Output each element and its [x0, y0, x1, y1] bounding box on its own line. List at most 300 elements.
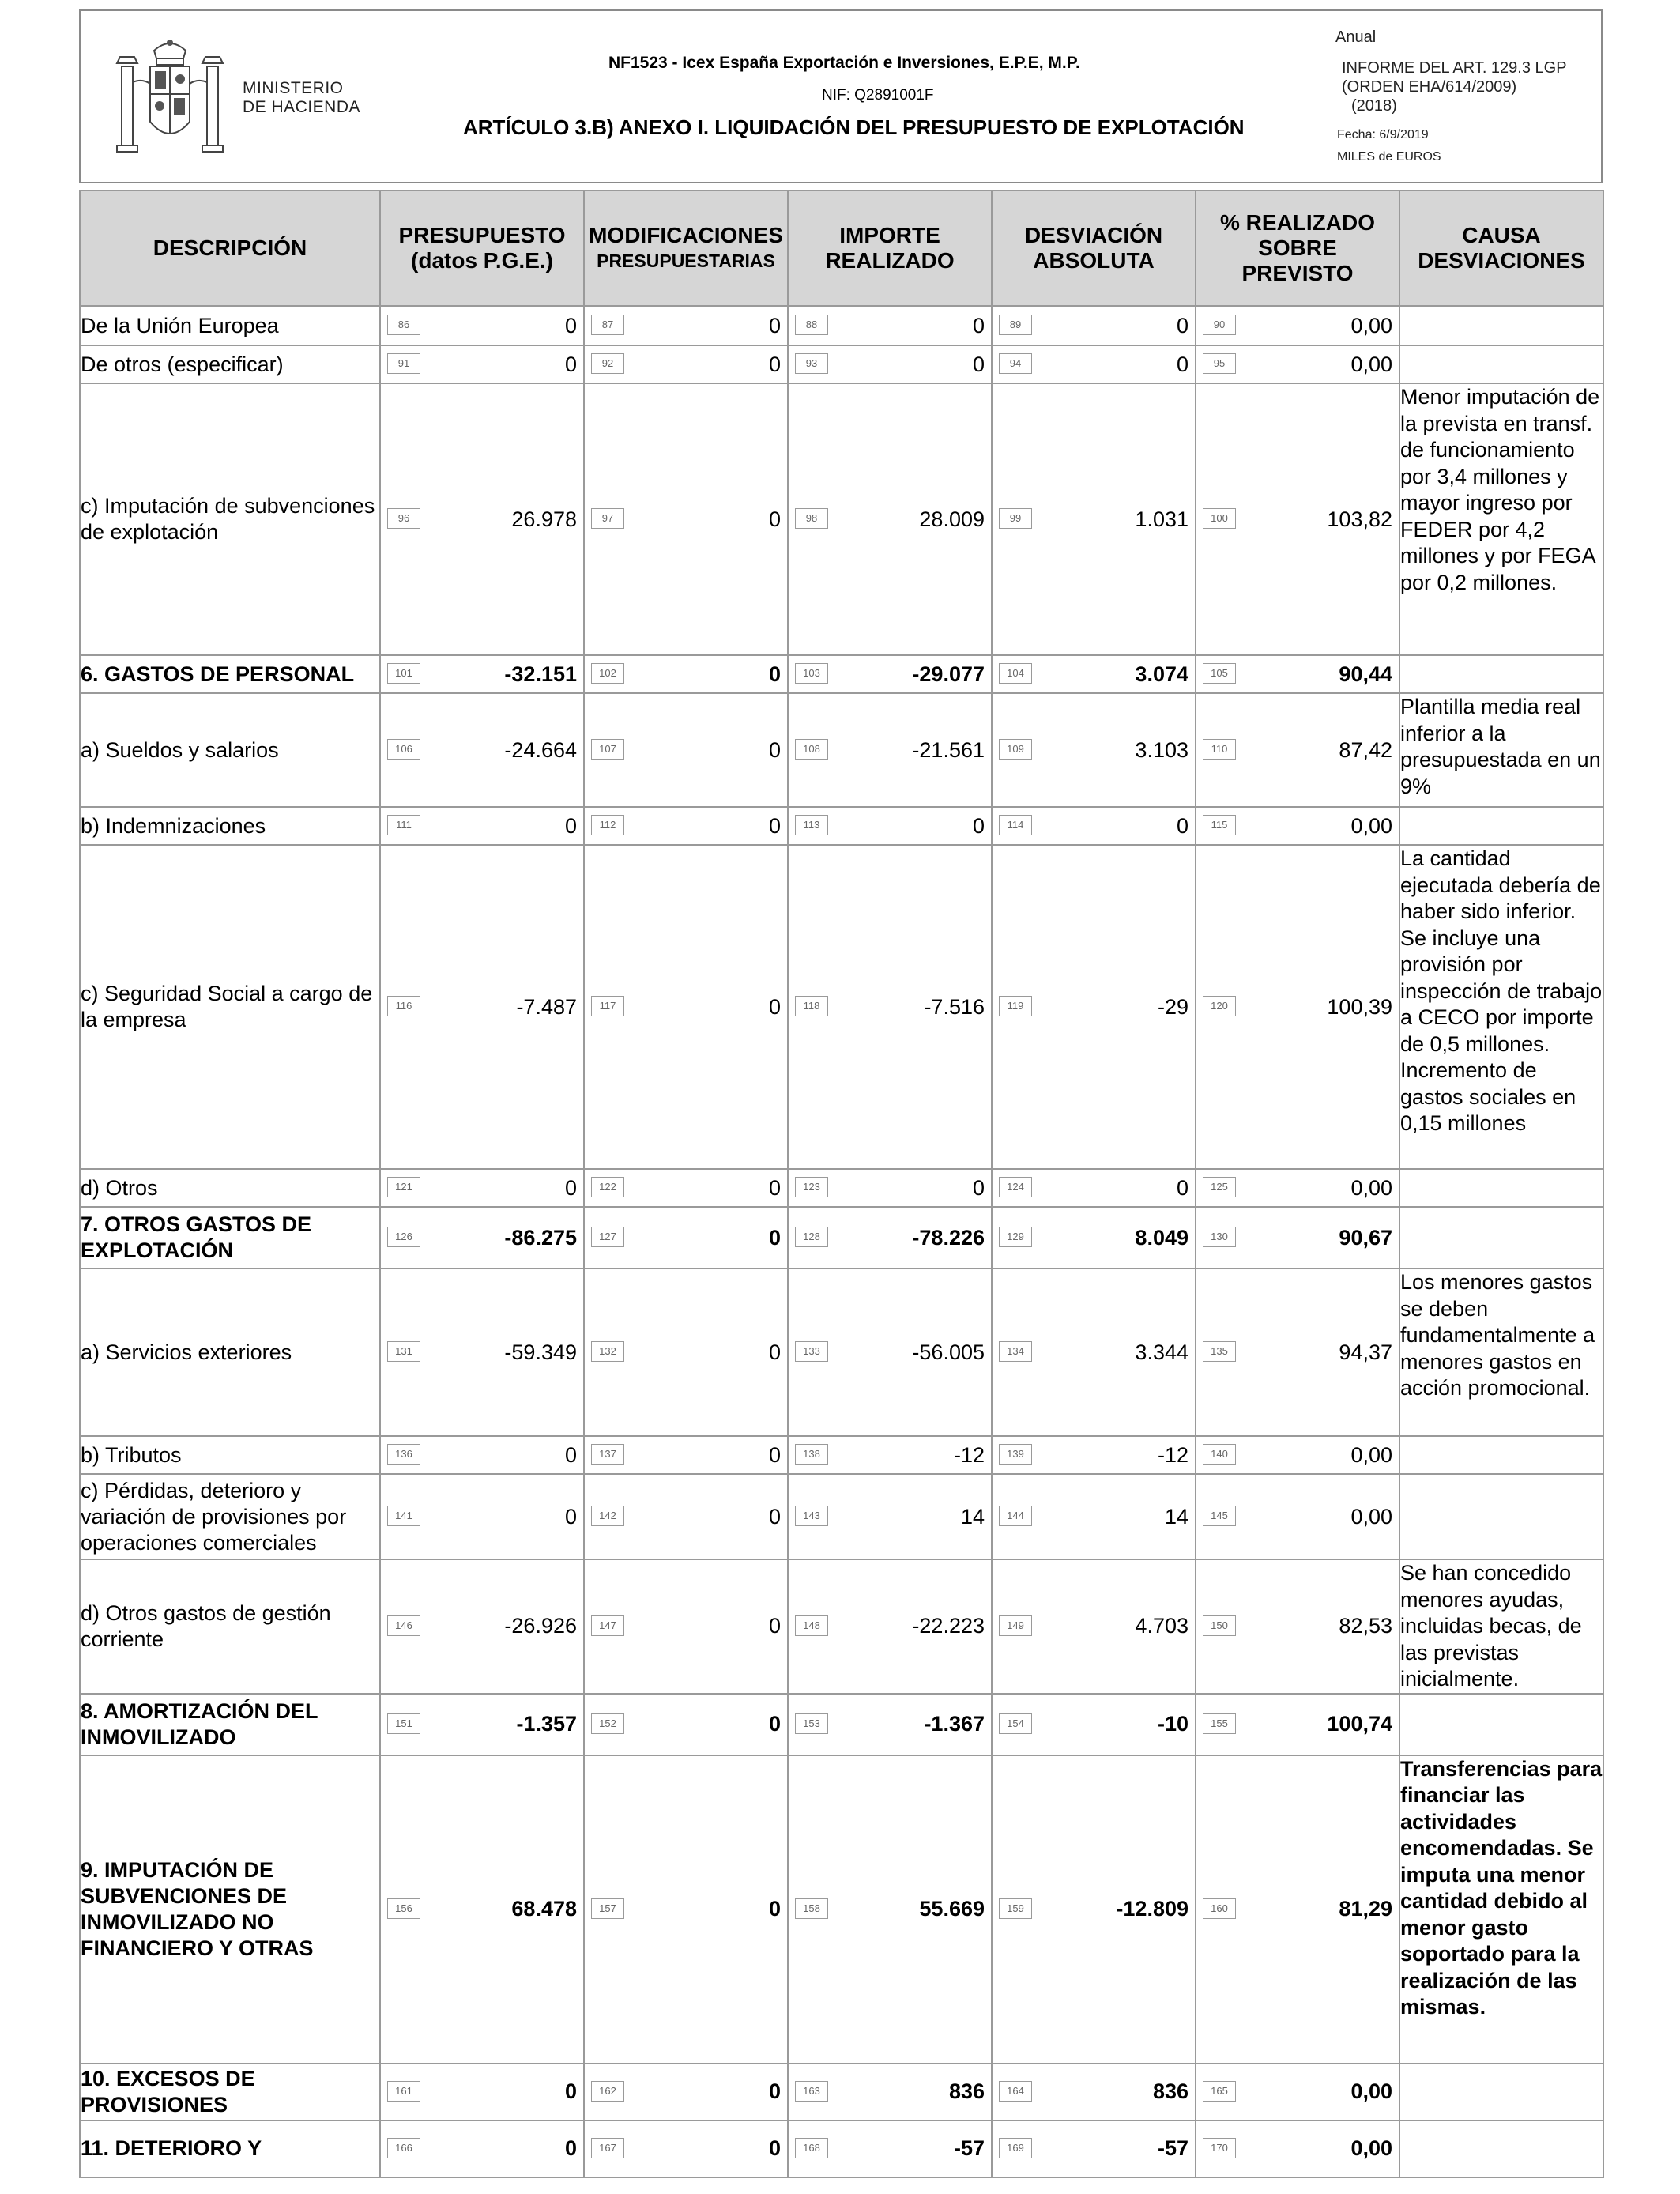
field-code-box: 164: [999, 2081, 1032, 2102]
cell-value: 0: [768, 1442, 781, 1467]
deviation-cause: [1399, 306, 1603, 345]
field-code-box: 98: [795, 508, 828, 529]
value-cell: [380, 1559, 584, 1694]
value-cell: [1196, 1755, 1399, 2064]
value-cell: [1196, 845, 1399, 1169]
cell-value: -21.561: [912, 737, 985, 762]
cell-value: -29: [1157, 994, 1188, 1019]
row-description: d) Otros gastos de gestión corriente: [80, 1559, 380, 1694]
cell-value: 68.478: [511, 1897, 577, 1921]
value-cell: [584, 1559, 788, 1694]
deviation-cause: Plantilla media real inferior a la presupuestada en un 9%: [1399, 693, 1603, 807]
document-title: ARTÍCULO 3.B) ANEXO I. LIQUIDACIÓN DEL PRESUPUESTO DE EXPLOTACIÓN: [463, 115, 1245, 139]
value-cell: [584, 1269, 788, 1436]
col-desviacion-line1: DESVIACIÓN: [1024, 223, 1163, 247]
cell-value: 14: [1164, 1504, 1188, 1529]
cell-value: 0: [768, 662, 781, 686]
cell-value: -12.809: [1116, 1897, 1188, 1921]
field-code-box: 101: [387, 663, 420, 684]
field-code-box: 158: [795, 1898, 828, 1919]
field-code-box: 111: [387, 815, 420, 835]
cell-value: 0: [972, 313, 985, 337]
value-cell: [380, 345, 584, 383]
cell-value: 100,39: [1327, 994, 1392, 1019]
cell-value: -78.226: [912, 1225, 985, 1250]
field-code-box: 130: [1203, 1227, 1236, 1247]
deviation-cause: Se han concedido menores ayudas, incluidas becas, de las previstas inicialmente.: [1399, 1559, 1603, 1694]
deviation-cause: [1399, 2064, 1603, 2120]
value-cell: [788, 1269, 992, 1436]
value-cell: [380, 2064, 584, 2120]
cell-value: 0: [768, 313, 781, 337]
field-code-box: 118: [795, 996, 828, 1016]
value-cell: [380, 383, 584, 655]
value-cell: [584, 1436, 788, 1474]
cell-value: 1.031: [1135, 507, 1188, 531]
field-code-box: 162: [591, 2081, 624, 2102]
report-reference: [1342, 58, 1567, 115]
value-cell: [1196, 807, 1399, 845]
value-cell: [380, 1694, 584, 1755]
field-code-box: 150: [1203, 1615, 1236, 1636]
row-description: 11. DETERIORO Y: [80, 2120, 380, 2177]
field-code-box: 136: [387, 1444, 420, 1465]
cell-value: 0: [1176, 352, 1188, 376]
cell-value: 0,00: [1350, 2136, 1392, 2160]
cell-value: -59.349: [504, 1340, 577, 1364]
cell-value: 28.009: [919, 507, 985, 531]
field-code-box: 168: [795, 2138, 828, 2158]
row-description: 8. AMORTIZACIÓN DEL INMOVILIZADO: [80, 1694, 380, 1755]
value-cell: [992, 345, 1196, 383]
value-cell: [1196, 2064, 1399, 2120]
table-row: [80, 655, 1603, 693]
table-row: [80, 1694, 1603, 1755]
field-code-box: 170: [1203, 2138, 1236, 2158]
value-cell: [380, 1436, 584, 1474]
field-code-box: 88: [795, 315, 828, 335]
value-cell: [1196, 1474, 1399, 1559]
cell-value: 0: [768, 1175, 781, 1200]
cell-value: 0: [768, 1897, 781, 1921]
cell-value: -1.357: [516, 1712, 577, 1736]
deviation-cause: La cantidad ejecutada debería de haber sido inferior. Se incluye una provisión por inspección de trabajo a CECO por importe de 0,5 millones. Incremento de gastos sociales en 0,15 millones: [1399, 845, 1603, 1169]
field-code-box: 166: [387, 2138, 420, 2158]
cell-value: 0: [1176, 1175, 1188, 1200]
cell-value: -1.367: [924, 1712, 985, 1736]
field-code-box: 106: [387, 739, 420, 760]
value-cell: [380, 1474, 584, 1559]
field-code-box: 137: [591, 1444, 624, 1465]
value-cell: [992, 2064, 1196, 2120]
field-code-box: 110: [1203, 739, 1236, 760]
value-cell: [1196, 1207, 1399, 1269]
table-body: [80, 306, 1603, 2177]
ministry-name: [243, 79, 360, 117]
cell-value: -12: [1157, 1442, 1188, 1467]
cell-value: 4.703: [1135, 1614, 1188, 1638]
cell-value: 0: [972, 813, 985, 838]
col-modificaciones: [584, 190, 788, 306]
field-code-box: 114: [999, 815, 1032, 835]
deviation-cause: [1399, 2120, 1603, 2177]
col-presupuesto-line1: PRESUPUESTO: [398, 223, 566, 247]
cell-value: 100,74: [1327, 1712, 1392, 1736]
row-description: c) Pérdidas, deterioro y variación de provisiones por operaciones comerciales: [80, 1474, 380, 1559]
field-code-box: 95: [1203, 353, 1236, 374]
table-row: [80, 1207, 1603, 1269]
cell-value: 0: [564, 813, 577, 838]
field-code-box: 127: [591, 1227, 624, 1247]
field-code-box: 133: [795, 1341, 828, 1362]
value-cell: [788, 845, 992, 1169]
cell-value: 3.074: [1135, 662, 1188, 686]
cell-value: 0,00: [1350, 313, 1392, 337]
cell-value: 0: [564, 313, 577, 337]
value-cell: [992, 1755, 1196, 2064]
field-code-box: 109: [999, 739, 1032, 760]
field-code-box: 125: [1203, 1177, 1236, 1197]
table-row: [80, 1755, 1603, 2064]
col-desviacion-line2: ABSOLUTA: [1033, 248, 1155, 273]
value-cell: [992, 845, 1196, 1169]
cell-value: 82,53: [1339, 1614, 1392, 1638]
deviation-cause: [1399, 1169, 1603, 1207]
cell-value: 90,44: [1339, 662, 1392, 686]
cell-value: 8.049: [1135, 1225, 1188, 1250]
cell-value: 0: [564, 2136, 577, 2160]
field-code-box: 161: [387, 2081, 420, 2102]
field-code-box: 149: [999, 1615, 1032, 1636]
cell-value: 3.344: [1135, 1340, 1188, 1364]
row-description: 7. OTROS GASTOS DE EXPLOTACIÓN: [80, 1207, 380, 1269]
field-code-box: 148: [795, 1615, 828, 1636]
row-description: b) Indemnizaciones: [80, 807, 380, 845]
value-cell: [1196, 1169, 1399, 1207]
table-row: [80, 383, 1603, 655]
value-cell: [992, 1559, 1196, 1694]
field-code-box: 146: [387, 1615, 420, 1636]
col-realizado-line1: % REALIZADO: [1220, 210, 1375, 235]
field-code-box: 115: [1203, 815, 1236, 835]
value-cell: [380, 2120, 584, 2177]
field-code-box: 89: [999, 315, 1032, 335]
field-code-box: 96: [387, 508, 420, 529]
value-cell: [380, 1755, 584, 2064]
cell-value: 0,00: [1350, 1504, 1392, 1529]
value-cell: [992, 1207, 1196, 1269]
value-cell: [584, 1694, 788, 1755]
coat-of-arms-logo: [111, 35, 229, 161]
value-cell: [1196, 1559, 1399, 1694]
field-code-box: 156: [387, 1898, 420, 1919]
field-code-box: 104: [999, 663, 1032, 684]
value-cell: [584, 1755, 788, 2064]
period-label: Anual: [1335, 28, 1377, 46]
cell-value: 55.669: [919, 1897, 985, 1921]
col-presupuesto-line2: (datos P.G.E.): [411, 248, 553, 273]
field-code-box: 102: [591, 663, 624, 684]
field-code-box: 142: [591, 1506, 624, 1526]
value-cell: [584, 2064, 788, 2120]
field-code-box: 139: [999, 1444, 1032, 1465]
value-cell: [380, 807, 584, 845]
value-cell: [380, 845, 584, 1169]
field-code-box: 105: [1203, 663, 1236, 684]
field-code-box: 116: [387, 996, 420, 1016]
table-row: [80, 2120, 1603, 2177]
value-cell: [788, 693, 992, 807]
field-code-box: 147: [591, 1615, 624, 1636]
cell-value: 0: [768, 1225, 781, 1250]
value-cell: [380, 693, 584, 807]
table-row: [80, 693, 1603, 807]
cell-value: 0: [768, 1504, 781, 1529]
field-code-box: 145: [1203, 1506, 1236, 1526]
field-code-box: 87: [591, 315, 624, 335]
table-row: [80, 2064, 1603, 2120]
value-cell: [992, 807, 1196, 845]
cell-value: 0,00: [1350, 813, 1392, 838]
cell-value: 0: [564, 1504, 577, 1529]
field-code-box: 169: [999, 2138, 1032, 2158]
deviation-cause: Menor imputación de la prevista en transf. de funcionamiento por 3,4 millones y mayor ingreso por FEDER por 4,2 millones y por FEGA por 0,2 millones.: [1399, 383, 1603, 655]
value-cell: [992, 1474, 1196, 1559]
report-reference-line1: INFORME DEL ART. 129.3 LGP: [1342, 59, 1567, 77]
value-cell: [1196, 1694, 1399, 1755]
table-row: [80, 845, 1603, 1169]
table-row: [80, 306, 1603, 345]
table-row: [80, 345, 1603, 383]
value-cell: [992, 306, 1196, 345]
field-code-box: 129: [999, 1227, 1032, 1247]
field-code-box: 141: [387, 1506, 420, 1526]
col-realizado-line3: PREVISTO: [1241, 261, 1354, 285]
cell-value: 0: [1176, 313, 1188, 337]
field-code-box: 152: [591, 1713, 624, 1734]
cell-value: 0: [564, 1175, 577, 1200]
cell-value: 0: [768, 813, 781, 838]
value-cell: [788, 1474, 992, 1559]
table-header-row: [80, 190, 1603, 306]
value-cell: [992, 383, 1196, 655]
field-code-box: 93: [795, 353, 828, 374]
value-cell: [380, 1269, 584, 1436]
field-code-box: 113: [795, 815, 828, 835]
currency-unit: MILES de EUROS: [1337, 150, 1441, 164]
field-code-box: 94: [999, 353, 1032, 374]
field-code-box: 91: [387, 353, 420, 374]
budget-liquidation-table: [79, 190, 1604, 2178]
value-cell: [1196, 306, 1399, 345]
field-code-box: 128: [795, 1227, 828, 1247]
value-cell: [1196, 1436, 1399, 1474]
cell-value: 0: [564, 352, 577, 376]
ministry-line1: MINISTERIO: [243, 79, 344, 97]
col-importe-line2: REALIZADO: [825, 248, 955, 273]
value-cell: [788, 807, 992, 845]
col-descripcion: DESCRIPCIÓN: [80, 190, 380, 306]
cell-value: 836: [1152, 2079, 1188, 2103]
cell-value: 0: [768, 2079, 781, 2103]
value-cell: [788, 1207, 992, 1269]
value-cell: [1196, 383, 1399, 655]
field-code-box: 155: [1203, 1713, 1236, 1734]
col-realizado: [1196, 190, 1399, 306]
field-code-box: 99: [999, 508, 1032, 529]
value-cell: [1196, 655, 1399, 693]
cell-value: 90,67: [1339, 1225, 1392, 1250]
table-row: [80, 1559, 1603, 1694]
deviation-cause: Transferencias para financiar las actividades encomendadas. Se imputa una menor cantidad debido al menor gasto soportado para la realización de las mismas.: [1399, 1755, 1603, 2064]
cell-value: -56.005: [912, 1340, 985, 1364]
cell-value: 0: [768, 737, 781, 762]
field-code-box: 121: [387, 1177, 420, 1197]
cell-value: 836: [948, 2079, 985, 2103]
field-code-box: 140: [1203, 1444, 1236, 1465]
cell-value: -57: [1157, 2136, 1188, 2160]
report-reference-line2: (ORDEN EHA/614/2009): [1342, 78, 1517, 96]
deviation-cause: [1399, 345, 1603, 383]
field-code-box: 123: [795, 1177, 828, 1197]
value-cell: [992, 1436, 1196, 1474]
cell-value: -22.223: [912, 1614, 985, 1638]
cell-value: -12: [953, 1442, 985, 1467]
value-cell: [584, 345, 788, 383]
col-desviacion: [992, 190, 1196, 306]
value-cell: [584, 693, 788, 807]
row-description: De la Unión Europea: [80, 306, 380, 345]
field-code-box: 143: [795, 1506, 828, 1526]
field-code-box: 112: [591, 815, 624, 835]
col-importe-line1: IMPORTE: [839, 223, 940, 247]
field-code-box: 124: [999, 1177, 1032, 1197]
value-cell: [992, 1169, 1196, 1207]
value-cell: [788, 383, 992, 655]
value-cell: [788, 655, 992, 693]
table-row: [80, 807, 1603, 845]
cell-value: 0: [1176, 813, 1188, 838]
field-code-box: 86: [387, 315, 420, 335]
value-cell: [992, 2120, 1196, 2177]
value-cell: [584, 807, 788, 845]
cell-value: 3.103: [1135, 737, 1188, 762]
row-description: De otros (especificar): [80, 345, 380, 383]
cell-value: 87,42: [1339, 737, 1392, 762]
field-code-box: 151: [387, 1713, 420, 1734]
row-description: a) Servicios exteriores: [80, 1269, 380, 1436]
col-presupuesto: [380, 190, 584, 306]
row-description: 9. IMPUTACIÓN DE SUBVENCIONES DE INMOVILIZADO NO FINANCIERO Y OTRAS: [80, 1755, 380, 2064]
cell-value: 14: [960, 1504, 985, 1529]
cell-value: 0,00: [1350, 352, 1392, 376]
value-cell: [788, 1694, 992, 1755]
cell-value: 103,82: [1327, 507, 1392, 531]
value-cell: [1196, 693, 1399, 807]
row-description: c) Seguridad Social a cargo de la empresa: [80, 845, 380, 1169]
value-cell: [584, 383, 788, 655]
row-description: a) Sueldos y salarios: [80, 693, 380, 807]
value-cell: [584, 1169, 788, 1207]
deviation-cause: [1399, 1207, 1603, 1269]
cell-value: 81,29: [1339, 1897, 1392, 1921]
report-header: [79, 9, 1603, 183]
field-code-box: 154: [999, 1713, 1032, 1734]
value-cell: [788, 2064, 992, 2120]
col-modificaciones-line2: PRESUPUESTARIAS: [597, 251, 775, 271]
report-date: Fecha: 6/9/2019: [1337, 128, 1429, 141]
cell-value: 0: [768, 1712, 781, 1736]
value-cell: [584, 2120, 788, 2177]
cell-value: 0: [768, 1340, 781, 1364]
value-cell: [380, 1169, 584, 1207]
table-row: [80, 1436, 1603, 1474]
value-cell: [1196, 345, 1399, 383]
cell-value: 0: [768, 352, 781, 376]
value-cell: [584, 306, 788, 345]
cell-value: -10: [1157, 1712, 1188, 1736]
cell-value: 0,00: [1350, 1175, 1392, 1200]
col-causa-line2: DESVIACIONES: [1418, 248, 1585, 273]
deviation-cause: [1399, 1694, 1603, 1755]
row-description: d) Otros: [80, 1169, 380, 1207]
col-causa: [1399, 190, 1603, 306]
field-code-box: 134: [999, 1341, 1032, 1362]
value-cell: [584, 1474, 788, 1559]
field-code-box: 163: [795, 2081, 828, 2102]
field-code-box: 103: [795, 663, 828, 684]
value-cell: [992, 1694, 1196, 1755]
value-cell: [992, 693, 1196, 807]
field-code-box: 135: [1203, 1341, 1236, 1362]
value-cell: [788, 1559, 992, 1694]
cell-value: 0: [768, 994, 781, 1019]
value-cell: [1196, 2120, 1399, 2177]
cell-value: 94,37: [1339, 1340, 1392, 1364]
report-reference-line3: (2018): [1351, 97, 1397, 115]
value-cell: [788, 1169, 992, 1207]
cell-value: 0,00: [1350, 1442, 1392, 1467]
field-code-box: 107: [591, 739, 624, 760]
field-code-box: 120: [1203, 996, 1236, 1016]
cell-value: -86.275: [504, 1225, 577, 1250]
value-cell: [788, 1436, 992, 1474]
table-row: [80, 1474, 1603, 1559]
col-importe: [788, 190, 992, 306]
cell-value: -26.926: [504, 1614, 577, 1638]
cell-value: -7.487: [516, 994, 577, 1019]
field-code-box: 132: [591, 1341, 624, 1362]
table-row: [80, 1169, 1603, 1207]
row-description: b) Tributos: [80, 1436, 380, 1474]
row-description: 10. EXCESOS DE PROVISIONES: [80, 2064, 380, 2120]
cell-value: 0: [768, 507, 781, 531]
row-description: c) Imputación de subvenciones de explotación: [80, 383, 380, 655]
col-causa-line1: CAUSA: [1462, 223, 1541, 247]
cell-value: -32.151: [504, 662, 577, 686]
col-realizado-line2: SOBRE: [1258, 236, 1337, 260]
cell-value: -7.516: [924, 994, 985, 1019]
value-cell: [1196, 1269, 1399, 1436]
value-cell: [380, 1207, 584, 1269]
value-cell: [788, 2120, 992, 2177]
field-code-box: 100: [1203, 508, 1236, 529]
entity-nif: NIF: Q2891001F: [822, 87, 934, 104]
cell-value: 0: [972, 352, 985, 376]
field-code-box: 157: [591, 1898, 624, 1919]
cell-value: 0: [768, 2136, 781, 2160]
field-code-box: 97: [591, 508, 624, 529]
